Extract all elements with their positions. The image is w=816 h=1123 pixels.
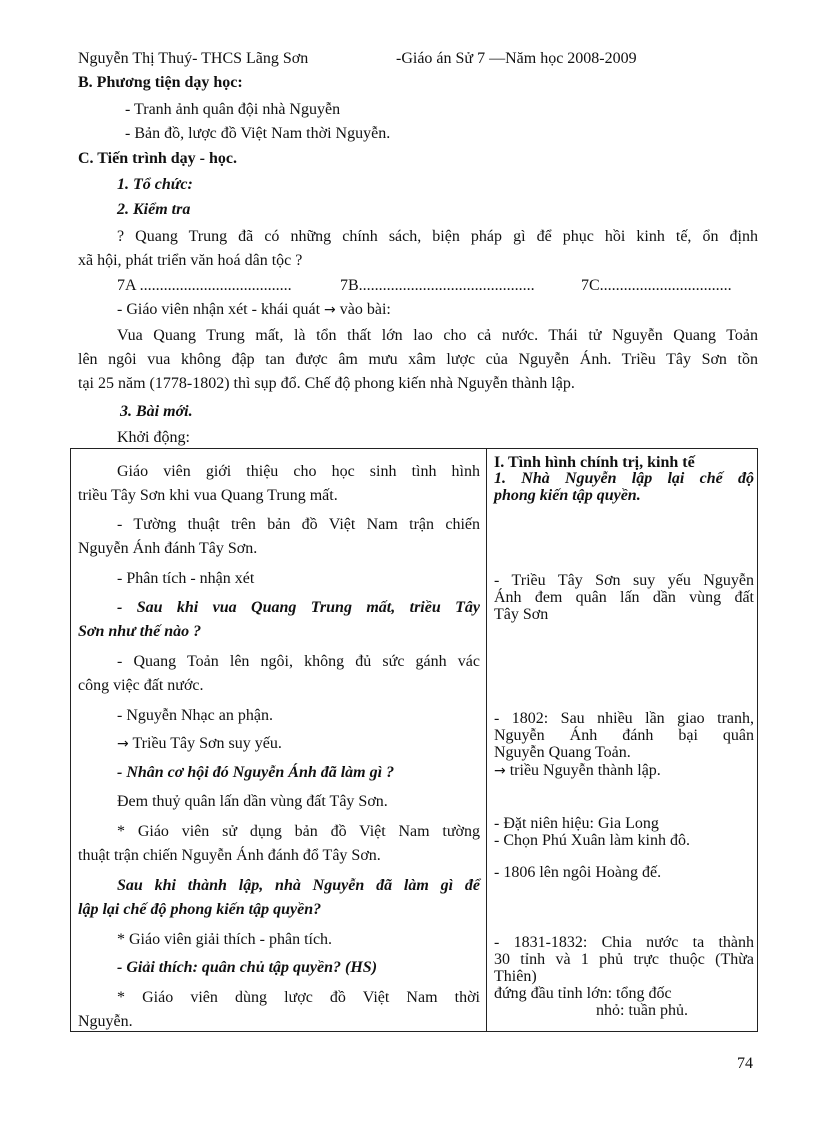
right-arrow-icon: → [494,763,506,779]
left-map2-line-1: * Giáo viên dùng lược đồ Việt Nam thời [117,989,480,1006]
class-7b: 7B............................................ [340,277,535,294]
right-note-2-line-4 [494,762,661,780]
left-recount-line-2: Nguyễn Ánh đánh Tây Sơn. [78,540,258,557]
left-answer-1-line-2: công việc đất nước. [78,677,204,694]
left-analyze: - Phân tích - nhận xét [117,570,255,587]
header-course: -Giáo án Sử 7 —Năm học 2008-2009 [396,50,637,67]
question-line-1: ? Quang Trung đã có những chính sách, biện pháp gì để phục hồi kinh tế, ổn định [117,228,758,245]
left-map-line-1: * Giáo viên sử dụng bản đồ Việt Nam tường [117,823,480,840]
left-map-line-2: thuật trận chiến Nguyễn Ánh đánh đổ Tây Sơn. [78,847,381,864]
right-note-2-line-4-text: triều Nguyễn thành lập. [509,762,661,779]
left-question-2: - Nhân cơ hội đó Nguyễn Ánh đã làm gì ? [117,764,395,781]
warmup-label: Khởi động: [117,429,190,446]
right-subheading-line-1: 1. Nhà Nguyễn lập lại chế độ [494,470,754,487]
class-7a: 7A ...................................... [117,277,292,294]
page-header [78,47,758,71]
right-note-1-line-3: Tây Sơn [494,606,549,623]
intro-line-1: Vua Quang Trung mất, là tổn thất lớn lao cho cả nước. Thái tử Nguyễn Quang Toản [117,327,758,344]
left-question-1-line-2: Sơn như thế nào ? [78,623,202,640]
left-question-4: - Giải thích: quân chủ tập quyền? (HS) [117,959,378,976]
table-column-divider [486,448,487,1032]
intro-line-2: lên ngôi vua không đập tan được âm mưu xâm lược của Nguyễn Ánh. Triều Tây Sơn tồn [78,351,758,368]
teacher-note [117,298,391,322]
right-note-5-line-4: đứng đầu tỉnh lớn: tổng đốc [494,985,672,1002]
right-note-5-line-2: 30 tỉnh và 1 phủ trực thuộc (Thừa [494,951,754,968]
right-note-2-line-2: Nguyễn Ánh đánh bại quân [494,727,754,744]
left-answer-1-line-1: - Quang Toản lên ngôi, không đủ sức gánh vác [117,653,480,670]
right-note-5-line-3: Thiên) [494,968,537,985]
right-note-3-line-2: - Chọn Phú Xuân làm kinh đô. [494,832,690,849]
left-intro-line-2: triều Tây Sơn khi vua Quang Trung mất. [78,487,338,504]
right-arrow-icon: → [324,302,336,318]
teacher-note-text: - Giáo viên nhận xét - khái quát [117,301,321,318]
section-c-title: C. Tiến trình dạy - học. [78,150,237,167]
left-intro-line-1: Giáo viên giới thiệu cho học sinh tình hình [117,463,480,480]
section-b-title: B. Phương tiện dạy học: [78,74,243,91]
right-note-3-line-1: - Đặt niên hiệu: Gia Long [494,815,659,832]
right-note-2-line-3: Nguyễn Quang Toản. [494,744,631,761]
step-2-heading: 2. Kiểm tra [117,201,191,218]
right-note-1-line-2: Ánh đem quân lấn dần vùng đất [494,589,754,606]
left-question-1-line-1: - Sau khi vua Quang Trung mất, triều Tây [117,599,480,616]
step-3-heading: 3. Bài mới. [120,403,193,420]
left-recount-line-1: - Tường thuật trên bản đồ Việt Nam trận chiến [117,516,480,533]
page-number: 74 [737,1055,753,1072]
class-7c: 7C................................. [581,277,732,294]
step-1-heading: 1. Tổ chức: [117,176,193,193]
section-b-item-1: - Tranh ảnh quân đội nhà Nguyễn [125,101,341,118]
teacher-note-end: vào bài: [339,301,391,318]
left-question-3-line-2: lập lại chế độ phong kiến tập quyền? [78,901,322,918]
right-subheading-line-2: phong kiến tập quyền. [494,487,641,504]
left-answer-3 [117,732,282,756]
intro-line-3: tại 25 năm (1778-1802) thì sụp đổ. Chế độ phong kiến nhà Nguyễn thành lập. [78,375,575,392]
right-note-5-line-5: nhỏ: tuần phủ. [596,1002,688,1019]
left-explain: * Giáo viên giải thích - phân tích. [117,931,333,948]
left-answer-2: - Nguyễn Nhạc an phận. [117,707,273,724]
right-note-5-line-1: - 1831-1832: Chia nước ta thành [494,934,754,951]
right-note-1-line-1: - Triều Tây Sơn suy yếu Nguyễn [494,572,754,589]
left-answer-3-text: Triều Tây Sơn suy yếu. [132,735,282,752]
left-map2-line-2: Nguyễn. [78,1013,133,1030]
left-answer-4: Đem thuỷ quân lấn dần vùng đất Tây Sơn. [117,793,388,810]
question-line-2: xã hội, phát triển văn hoá dân tộc ? [78,252,303,269]
right-note-2-line-1: - 1802: Sau nhiều lần giao tranh, [494,710,754,727]
header-author: Nguyễn Thị Thuý- THCS Lãng Sơn [78,50,309,67]
right-heading: I. Tình hình chính trị, kinh tế [494,454,695,471]
right-arrow-icon: → [117,736,129,752]
left-question-3-line-1: Sau khi thành lập, nhà Nguyễn đã làm gì để [117,877,480,894]
right-note-4: - 1806 lên ngôi Hoàng đế. [494,864,662,881]
section-b-item-2: - Bản đồ, lược đồ Việt Nam thời Nguyễn. [125,125,391,142]
